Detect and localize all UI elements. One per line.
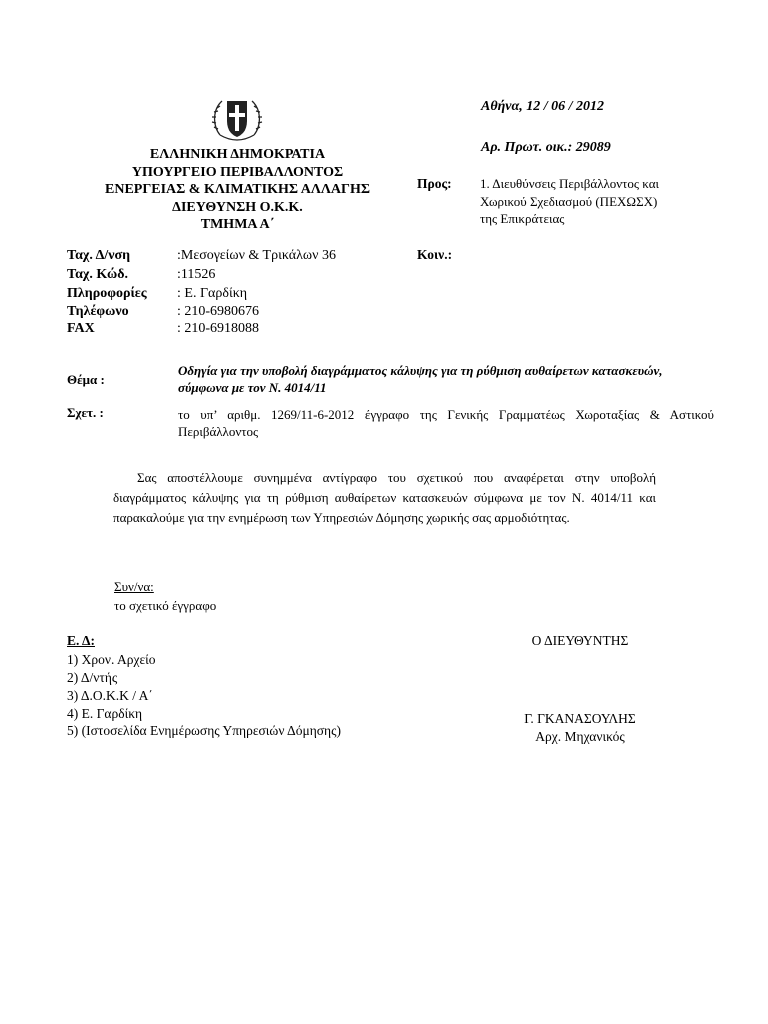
ministry-line: ΥΠΟΥΡΓΕΙΟ ΠΕΡΙΒΑΛΛΟΝΤΟΣ <box>131 164 344 180</box>
date-line: Αθήνα, 12 / 06 / 2012 <box>481 99 605 114</box>
body-paragraph: Σας αποστέλλουμε συνημμένα αντίγραφο του σχετικού που αναφέρεται στην υποβολή διαγράμματος κάλυψης για τη ρύθμιση αυθαίρετων κατασκευών σύμφωνα με τον Ν. 4014/11 και παρακαλούμε για την ενημέρωση των Υπηρεσιών Δόμησης χωρικής σας αρμοδιότητας. <box>113 470 656 525</box>
to-line: της Επικράτειας <box>480 211 565 226</box>
signature-role: Αρχ. Μηχανικός <box>535 729 625 744</box>
contact-label: Ταχ. Δ/νση <box>67 248 131 263</box>
coat-of-arms-icon <box>210 95 264 145</box>
to-label: Προς: <box>417 176 452 191</box>
contact-label: Ταχ. Κώδ. <box>67 267 128 282</box>
to-line: Χωρικού Σχεδιασμού (ΠΕΧΩΣΧ) <box>480 193 658 209</box>
subject-text: Οδηγία για την υποβολή διαγράμματος κάλυψης για τη ρύθμιση αυθαίρετων κατασκευών, σύμφωνα με τον Ν. 4014/11 <box>178 363 663 395</box>
contact-label: FAX <box>67 321 95 336</box>
reference-text: το υπ’ αριθμ. 1269/11-6-2012 έγγραφο της Γενικής Γραμματέως Χωροταξίας & Αστικού Περιβάλλοντος <box>178 407 714 439</box>
distribution-item: 5) (Ιστοσελίδα Ενημέρωσης Υπηρεσιών Δόμησης) <box>67 723 341 738</box>
attachment-item: το σχετικό έγγραφο <box>114 598 217 613</box>
to-line: 1. Διευθύνσεις Περιβάλλοντος και <box>480 176 660 191</box>
contact-value: : Ε. Γαρδίκη <box>177 286 248 301</box>
distribution-item: 1) Χρον. Αρχείο <box>67 652 156 667</box>
ministry-line: ΕΛΛΗΝΙΚΗ ΔΗΜΟΚΡΑΤΙΑ <box>149 147 326 162</box>
reference-label: Σχετ. : <box>67 405 104 420</box>
contact-value: : 210-6918088 <box>177 321 260 336</box>
protocol-number: Αρ. Πρωτ. οικ.: 29089 <box>481 140 611 155</box>
cc-label: Κοιν.: <box>417 247 453 262</box>
ministry-header <box>85 146 390 234</box>
contact-value: :11526 <box>177 267 216 282</box>
ministry-line: ΔΙΕΥΘΥΝΣΗ Ο.Κ.Κ. <box>172 199 303 215</box>
contact-label: Τηλέφωνο <box>67 304 129 319</box>
signature-name: Γ. ΓΚΑΝΑΣΟΥΛΗΣ <box>524 711 636 726</box>
subject-label: Θέμα : <box>67 372 105 387</box>
attachments-label: Συν/να: <box>114 579 154 594</box>
signature-title: Ο ΔΙΕΥΘΥΝΤΗΣ <box>531 633 629 648</box>
ministry-line: ΕΝΕΡΓΕΙΑΣ & ΚΛΙΜΑΤΙΚΗΣ ΑΛΛΑΓΗΣ <box>105 182 370 197</box>
distribution-item: 2) Δ/ντής <box>67 670 118 685</box>
ministry-line: ΤΜΗΜΑ Α΄ <box>200 217 275 232</box>
distribution-label: Ε. Δ: <box>67 633 95 648</box>
distribution-item: 4) Ε. Γαρδίκη <box>67 706 143 721</box>
distribution-item: 3) Δ.Ο.Κ.Κ / Α΄ <box>67 688 153 703</box>
contact-value: : 210-6980676 <box>177 304 260 319</box>
to-recipients <box>480 175 730 228</box>
contact-value: :Μεσογείων & Τρικάλων 36 <box>177 248 336 263</box>
contact-label: Πληροφορίες <box>67 286 147 301</box>
